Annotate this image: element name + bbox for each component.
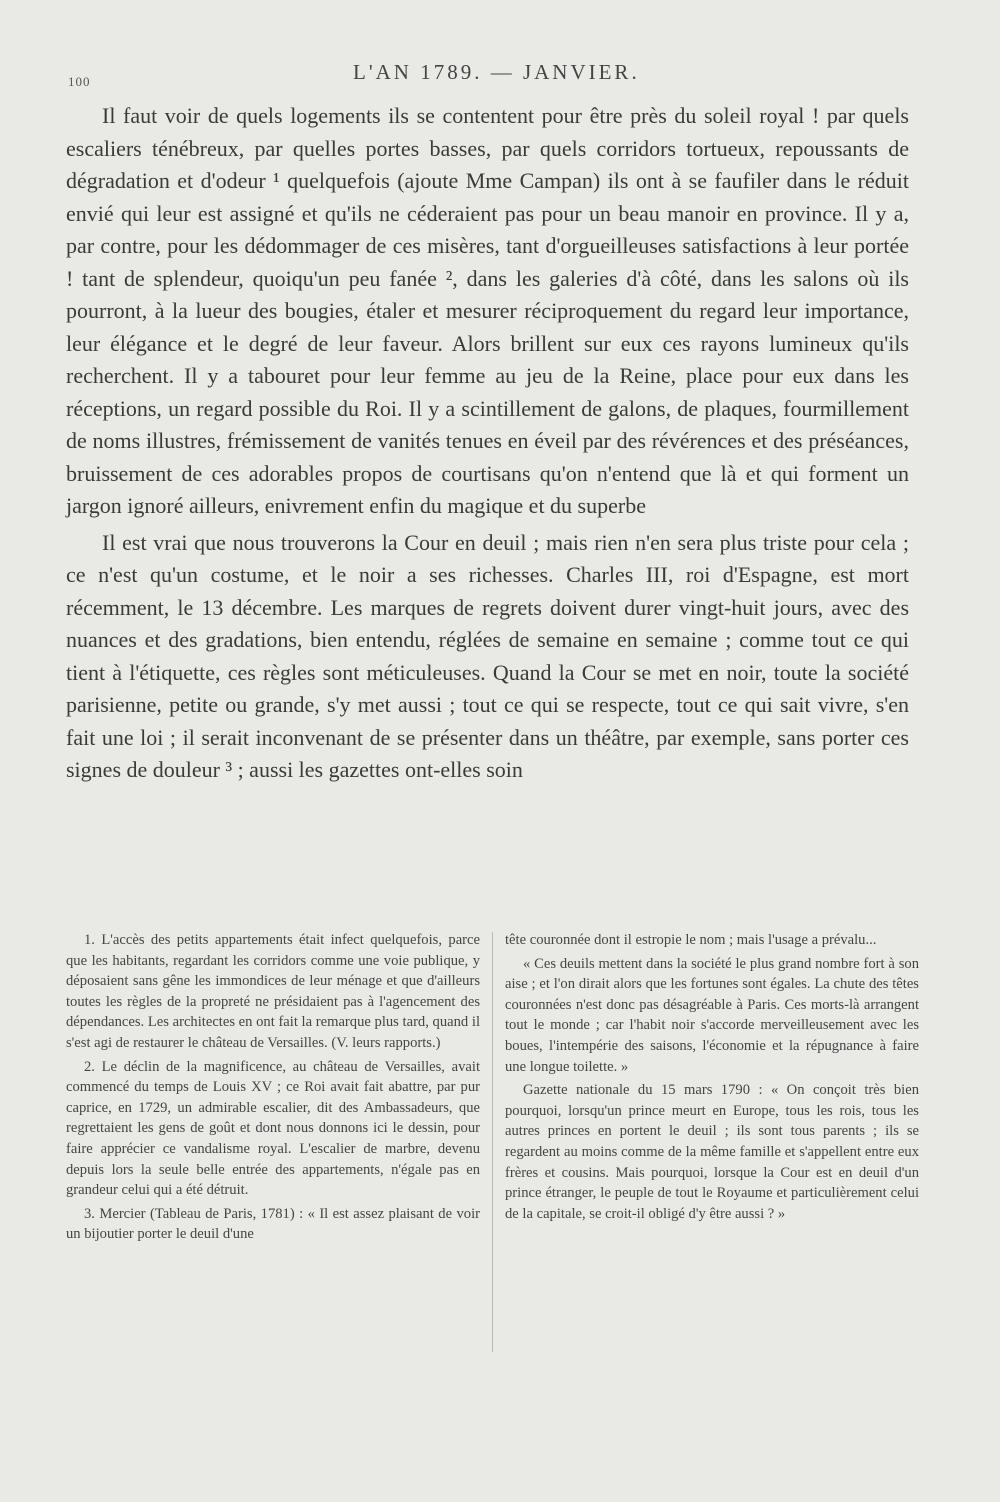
body-paragraph: Il est vrai que nous trouverons la Cour en deuil ; mais rien n'en sera plus triste pour cela ; ce n'est qu'un costume, et le noir a ses richesses. Charles III, roi d'Espagne, est mort récemment, le 13 décembre. Les marques de regrets doivent durer vingt-huit jours, avec des nuances et des gradations, bien entendu, réglées de semaine en semaine ; comme tout ce qui tient à l'étiquette, ces règles sont méticuleuses. Quand la Cour se met en noir, toute la société parisienne, petite ou grande, s'y met aussi ; tout ce qui se respecte, tout ce qui sait vivre, s'en fait une loi ; il serait inconvenant de se présenter dans un théâtre, par exemple, sans porter ces signes de douleur ³ ; aussi les gazettes ont-elles soin — [66, 529, 909, 782]
running-head: L'AN 1789. — JANVIER. — [353, 60, 640, 84]
footnote-continuation: tête couronnée dont il estropie le nom ; mais l'usage a prévalu... — [505, 932, 877, 948]
footnote: 3. Mercier (Tableau de Paris, 1781) : « Il est assez plaisant de voir un bijoutier porter le deuil d'une — [66, 1205, 480, 1243]
page-header — [0, 56, 1000, 92]
footnotes-left-column — [66, 930, 480, 1248]
page-number: 100 — [68, 74, 91, 89]
column-divider — [492, 932, 493, 1352]
footnote: 2. Le déclin de la magnificence, au château de Versailles, avait commencé du temps de Louis XV ; ce Roi avait fait abattre, par pur caprice, en 1729, un admirable escalier, dit des Ambassadeurs, que regrettaient les gens de goût et dont nous donnons ici le dessin, pour faire apprécier ce vandalisme royal. L'escalier de marbre, devenu depuis lors la seule belle entrée des appartements, n'égale pas en grandeur celui qui a été détruit. — [66, 1058, 480, 1199]
body-paragraph: Il faut voir de quels logements ils se contentent pour être près du soleil royal ! par quels escaliers ténébreux, par quelles portes basses, par quels corridors tortueux, repoussants de dégradation et d'odeur ¹ quelquefois (ajoute Mme Campan) ils ont à se faufiler dans le réduit envié qui leur est assigné et qu'ils ne céderaient pas pour un beau manoir en province. Il y a, par contre, pour les dédommager de ces misères, tant d'orgueilleuses satisfactions à leur portée ! tant de splendeur, quoiqu'un peu fanée ², dans les galeries d'à côté, dans les salons où ils pourront, à la lueur des bougies, étaler et mesurer réciproquement du regard leur importance, leur élégance et le degré de leur faveur. Alors brillent sur eux ces rayons lumineux qu'ils recherchent. Il y a tabouret pour leur femme au jeu de la Reine, place pour eux dans les réceptions, un regard possible du Roi. Il y a scintillement de galons, de plaques, fourmillement de noms illustres, frémissement de vanités tenues en éveil par des révérences et des préséances, bruissement de ces adorables propos de courtisans qu'on n'entend que là et qui forment un jargon ignoré ailleurs, enivrement enfin du magique et du superbe — [66, 103, 909, 518]
footnotes — [66, 930, 919, 1360]
footnote-quote: Gazette nationale du 15 mars 1790 : « On conçoit très bien pourquoi, lorsqu'un prince meurt en Europe, tous les rois, tous les autres princes en portent le deuil ; ils sont tous parents ; ils se regardent au moins comme de la même famille et s'appellent entre eux frères et cousins. Mais pourquoi, lorsque la Cour est en deuil d'un prince étranger, le peuple de tout le Royaume et particulièrement celui de la capitale, se croit-il obligé d'y être aussi ? » — [505, 1082, 919, 1222]
main-text — [66, 100, 909, 787]
footnote: 1. L'accès des petits appartements était infect quelquefois, parce que les habitants, regardant les corridors comme une voie publique, y déposaient sans gêne les immondices de leur ménage et que d'ailleurs toutes les règles de la propreté ne présidaient pas à l'agencement des dépendances. Les architectes en ont fait la remarque plus tard, quand il s'est agi de restaurer le château de Versailles. (V. leurs rapports.) — [66, 932, 480, 1051]
footnotes-right-column — [505, 930, 919, 1227]
footnote-quote: « Ces deuils mettent dans la société le plus grand nombre fort à son aise ; et l'on dirait alors que les fortunes sont égales. La chute des têtes couronnées n'est donc pas désagréable à Paris. Ces morts-là arrangent tout le monde ; car l'habit noir s'accorde merveilleusement avec les boues, l'intempérie des saisons, l'économie et la répugnance à faire une longue toilette. » — [505, 955, 919, 1075]
